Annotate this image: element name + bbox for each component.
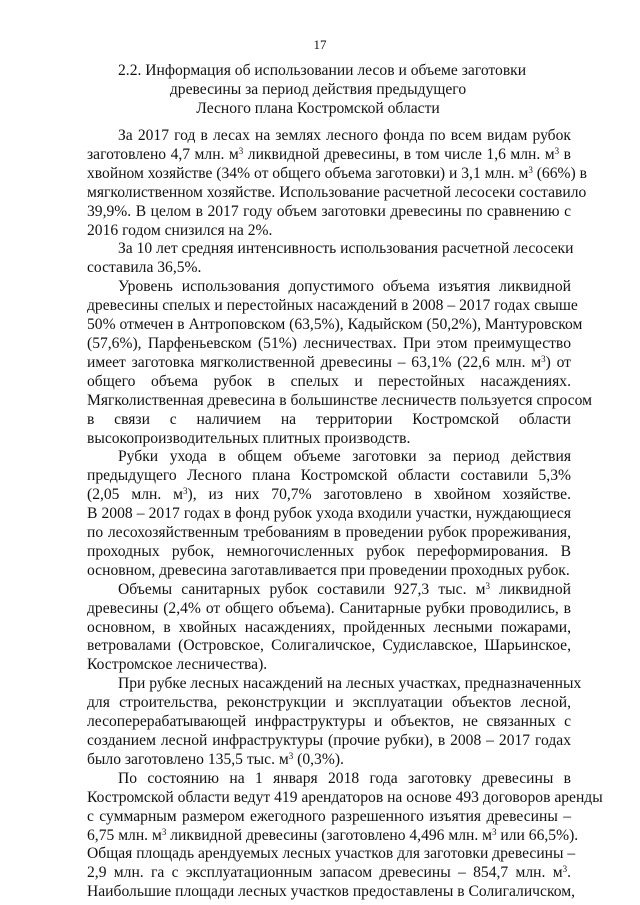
text-line: по лесохозяйственным требованиям в проведении рубок прореживания, bbox=[87, 524, 571, 542]
text-line: За 2017 год в лесах на землях лесного фонда по всем видам рубок bbox=[118, 127, 571, 144]
text-line: Наибольшие площади лесных участков предоставлены в Солигаличском, bbox=[87, 883, 575, 901]
text-line: В 2008 – 2017 годах в фонд рубок ухода входили участки, нуждающиеся bbox=[87, 505, 571, 523]
paragraph bbox=[87, 675, 582, 770]
text-line: При рубке лесных насаждений на лесных участках, предназначенных bbox=[118, 675, 582, 693]
text-line: проходных рубок, немногочисленных рубок переформирования. В bbox=[87, 542, 571, 560]
text-line: мягколиственном хозяйстве. Использование расчетной лесосеки составило bbox=[87, 183, 587, 201]
paragraph bbox=[87, 448, 571, 580]
text-line: заготовлено 4,7 млн. $м^3$ ликвидной древесины, в том числе 1,6 млн. $м^3$ в bbox=[87, 145, 571, 163]
body-text bbox=[87, 127, 603, 902]
text-line: 50% отмечен в Антроповском (63,5%), Кадыйском (50,2%), Мантуровском bbox=[87, 316, 583, 334]
paragraph bbox=[87, 240, 574, 278]
text-line: Мягколиственная древесина в большинстве лесничеств пользуется спросом bbox=[87, 391, 592, 409]
text-line: лесоперерабатывающей инфраструктуры и объектов, не связанных с bbox=[87, 713, 571, 731]
text-line: Уровень использования допустимого объема изъятия ликвидной bbox=[118, 278, 571, 296]
text-line: составила 36,5%. bbox=[87, 259, 202, 277]
heading-line: Лесного плана Костромской области bbox=[196, 100, 440, 117]
text-line: предыдущего Лесного плана Костромской области составили 5,3% bbox=[87, 467, 571, 485]
page-number: 17 bbox=[313, 37, 327, 52]
text-line: Костромское лесничества). bbox=[87, 656, 268, 674]
text-line: созданием лесной инфраструктуры (прочие рубки), в 2008 – 2017 годах bbox=[87, 732, 571, 749]
text-line: За 10 лет средняя интенсивность использования расчетной лесосеки bbox=[118, 240, 574, 258]
text-line: в связи с наличием на территории Костромской области bbox=[87, 410, 571, 428]
text-line: Рубки ухода в общем объеме заготовки за период действия bbox=[118, 448, 571, 466]
text-line: древесины спелых и перестойных насаждений в 2008 – 2017 годах свыше bbox=[87, 297, 578, 315]
text-line: основном, древесина заготавливается при проведении проходных рубок. bbox=[87, 561, 570, 579]
text-line: общего объема рубок в спелых и перестойных насаждениях. bbox=[87, 372, 571, 390]
text-line: 2016 годом снизился на 2%. bbox=[87, 221, 273, 239]
text-line: По состоянию на 1 января 2018 года заготовку древесины в bbox=[118, 769, 571, 787]
text-line: 6,75 млн. $м^3$ ликвидной древесины (заготовлено 4,496 млн. $м^3$ или 66,5%). bbox=[87, 826, 579, 844]
heading-line: 2.2. Информация об использовании лесов и объеме заготовки bbox=[118, 62, 527, 79]
text-line: древесины (2,4% от общего объема). Санитарные рубки проводились, в bbox=[87, 599, 571, 617]
heading-line: древесины за период действия предыдущего bbox=[169, 81, 467, 98]
text-line: ветровалами (Островское, Солигаличское, Судиславское, Шарьинское, bbox=[87, 637, 571, 655]
text-line: для строительства, реконструкции и эксплуатации объектов лесной, bbox=[87, 694, 571, 712]
text-line: 39,9%. В целом в 2017 году объем заготовки древесины по сравнению с bbox=[87, 202, 571, 220]
text-line: Костромской области ведут 419 арендаторов на основе 493 договоров аренды bbox=[87, 788, 603, 806]
text-line: основном, в хвойных насаждениях, пройденных лесными пожарами, bbox=[87, 618, 571, 636]
paragraph bbox=[87, 581, 571, 676]
text-line: хвойном хозяйстве (34% от общего объема заготовки) и 3,1 млн. $м^3$ (66%) в bbox=[87, 164, 587, 182]
paragraph bbox=[87, 127, 587, 240]
text-line: (57,6%), Парфеньевском (51%) лесничествах. При этом преимущество bbox=[87, 334, 571, 352]
text-line: с суммарным размером ежегодного разрешенного изъятия древесины – bbox=[87, 807, 571, 825]
text-line: было заготовлено 135,5 тыс. $м^3$ (0,3%). bbox=[87, 750, 344, 768]
text-line: 2,9 млн. га с эксплуатационным запасом древесины – 854,7 млн. $м^3$. bbox=[87, 864, 571, 882]
paragraph bbox=[87, 278, 592, 448]
text-line: (2,05 млн. $м^3$), из них 70,7% заготовлено в хвойном хозяйстве. bbox=[87, 486, 571, 504]
text-line: Общая площадь арендуемых лесных участков для заготовки древесины – bbox=[87, 845, 576, 863]
text-line: Объемы санитарных рубок составили 927,3 тыс. $м^3$ ликвидной bbox=[118, 580, 572, 598]
section-heading bbox=[118, 61, 527, 118]
paragraph bbox=[87, 769, 603, 902]
text-line: имеет заготовка мягколиственной древесины – 63,1% (22,6 млн. $м^3$) от bbox=[87, 353, 571, 371]
text-line: высокопроизводительных плитных производств. bbox=[87, 429, 411, 447]
